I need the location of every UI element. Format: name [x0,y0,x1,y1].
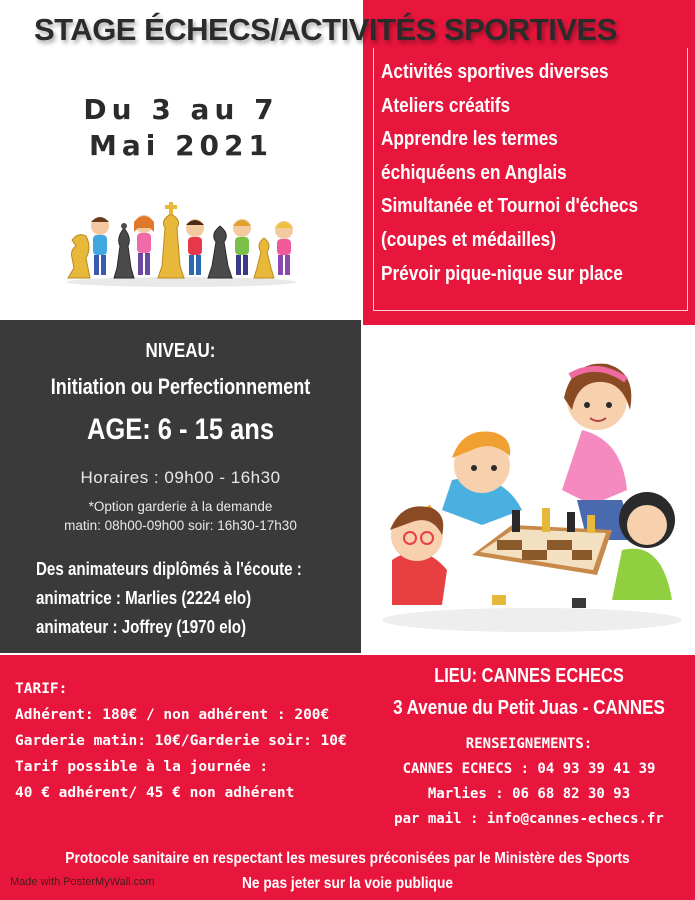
staff-info [36,555,305,642]
lieu-section [363,662,695,726]
poster-title: STAGE ÉCHECS/ACTIVITÉS SPORTIVES [34,12,617,47]
garderie-option [0,497,361,535]
disposal-line: Ne pas jeter sur la voie publique [241,875,454,892]
kid-icon [186,219,204,275]
watermark: Made with PosterMyWall.com [10,876,155,888]
renseignements-heading: RENSEIGNEMENTS: [465,736,593,752]
option-line: matin: 08h00-09h00 soir: 16h30-17h30 [64,518,297,533]
phone-marlies: Marlies : 06 68 82 30 93 [427,786,631,802]
niveau-heading: NIVEAU: [145,340,216,362]
lieu-address: 3 Avenue du Petit Juas - CANNES [393,697,665,719]
kid-icon [134,215,154,275]
staff-line: animateur : Joffrey (1970 elo) [36,617,247,637]
activity-item: Ateliers créatifs [381,94,511,117]
horaires: Horaires : 09h00 - 16h30 [80,468,281,487]
dates-line2: Mai 2021 [88,129,274,162]
tarif-heading: TARIF: [15,681,68,697]
black-queen-icon [208,226,232,278]
option-line: *Option garderie à la demande [88,499,273,514]
activity-item: Activités sportives diverses [381,61,609,83]
age-range: AGE: 6 - 15 ans [86,413,275,446]
dates-line1: Du 3 au 7 [83,93,279,126]
chess-piece-icon [572,598,586,608]
boy-with-glasses-icon [390,506,447,605]
lieu-heading: LIEU: CANNES ECHECS [434,665,624,687]
activity-item: Simultanée et Tournoi d'échecs [381,195,639,218]
tarif-line: Garderie matin: 10€/Garderie soir: 10€ [15,733,347,749]
tarif-section [15,676,355,806]
kids-chess-pieces-illustration [62,198,300,288]
niveau-text: Initiation ou Perfectionnement [50,374,311,399]
footer-notes [49,846,647,896]
phone-club: CANNES ECHECS : 04 93 39 41 39 [402,761,656,777]
kid-icon [233,219,251,275]
activity-item: Apprendre les termes [381,128,558,151]
kid-icon [275,221,293,275]
chess-piece-icon [492,595,506,605]
children-playing-chess-illustration [372,340,682,640]
stage-dates [66,92,296,164]
gold-king-icon [158,202,184,278]
gold-knight-icon [68,235,90,278]
protocol-line: Protocole sanitaire en respectant les mesures préconisées par le Ministère des Sports [65,850,630,867]
gold-pawn-icon [254,238,274,278]
activity-item: Prévoir pique-nique sur place [381,262,623,285]
activity-item: échiquéens en Anglais [381,161,567,184]
activities-list [381,56,648,291]
black-bishop-icon [114,223,134,278]
staff-line: Des animateurs diplômés à l'écoute : [36,559,302,579]
renseignements-section [363,732,695,832]
staff-line: animatrice : Marlies (2224 elo) [36,588,252,608]
tarif-line: Tarif possible à la journée : [15,759,269,775]
activity-item: (coupes et médailles) [381,228,556,251]
kid-icon [91,217,109,275]
tarif-line: Adhérent: 180€ / non adhérent : 200€ [15,707,330,723]
contact-mail: par mail : info@cannes-echecs.fr [394,811,664,827]
tarif-line: 40 € adhérent/ 45 € non adhérent [15,785,295,801]
